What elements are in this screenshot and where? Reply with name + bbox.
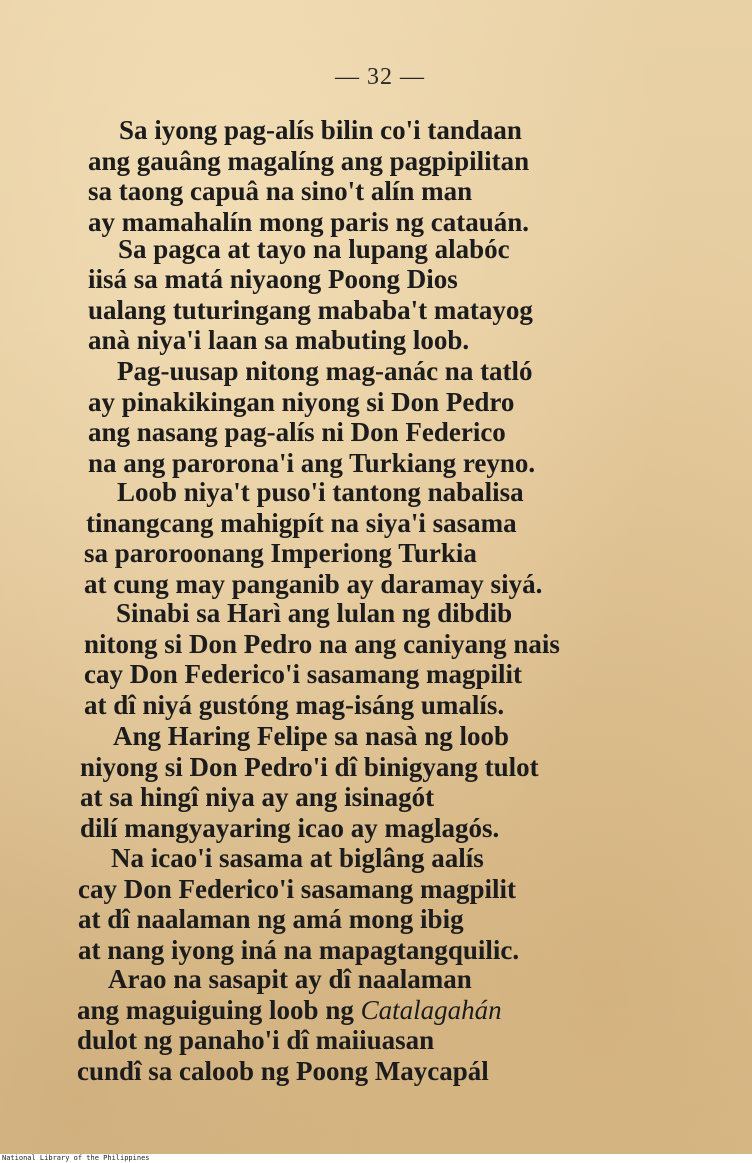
verse-line: nitong si Don Pedro na ang caniyang nais: [84, 629, 560, 659]
verse-line: dilí mangyayaring icao ay maglagós.: [80, 813, 500, 843]
verse-line: niyong si Don Pedro'i dî binigyang tulot: [80, 752, 539, 782]
verse-line: tinangcang mahigpít na siya'i sasama: [86, 508, 517, 538]
verse-line: cundî sa caloob ng Poong Maycapál: [77, 1056, 489, 1086]
verse-line: Pag-uusap nitong mag-anác na tatló: [117, 356, 533, 386]
verse-line: Ang Haring Felipe sa nasà ng loob: [113, 721, 510, 751]
verse-line: Sa iyong pag-alís bilin co'i tandaan: [119, 115, 522, 145]
verse-line: ang gauâng magalíng ang pagpipilitan: [88, 146, 530, 176]
verse-text: ang maguiguing loob ng: [77, 995, 361, 1025]
verse-line: sa paroroonang Imperiong Turkia: [84, 538, 477, 568]
verse-line: Na icao'i sasama at biglâng aalís: [111, 843, 484, 873]
verse-line: ay pinakikingan niyong si Don Pedro: [88, 387, 515, 417]
verse-line: na ang parorona'i ang Turkiang reyno.: [88, 448, 536, 478]
verse-line: [77, 995, 502, 1025]
verse-line: at cung may panganib ay daramay siyá.: [84, 569, 543, 599]
verse-line: iisá sa matá niyaong Poong Dios: [88, 264, 458, 294]
verse-line: Arao na sasapit ay dî naalaman: [108, 964, 472, 994]
verse-line: ang nasang pag-alís ni Don Federico: [88, 417, 506, 447]
verse-line: Loob niya't puso'i tantong nabalisa: [117, 477, 524, 507]
page-number: — 32 —: [335, 64, 425, 90]
verse-line: sa taong capuâ na sino't alín man: [88, 176, 473, 206]
verse-line: ualang tuturingang mababa't matayog: [88, 295, 533, 325]
verse-line: anà niya'i laan sa mabuting loob.: [88, 325, 470, 355]
verse-line: ay mamahalín mong paris ng catauán.: [88, 207, 530, 237]
footer-bar: [0, 1154, 752, 1163]
verse-line: dulot ng panaho'i dî maiiuasan: [77, 1025, 435, 1055]
verse-line: Sinabi sa Harì ang lulan ng dibdib: [116, 598, 513, 628]
verse-line: at dî naalaman ng amá mong ibig: [78, 904, 464, 934]
italic-word: Catalagahán: [360, 995, 502, 1025]
verse-line: at nang iyong iná na mapagtangquilic.: [78, 935, 520, 965]
verse-line: cay Don Federico'i sasamang magpilit: [84, 659, 522, 689]
verse-line: Sa pagca at tayo na lupang alabóc: [118, 234, 510, 264]
library-credit: National Library of the Philippines: [2, 1154, 150, 1162]
verse-line: at sa hingî niya ay ang isinagót: [80, 782, 435, 812]
verse-line: at dî niyá gustóng mag-isáng umalís.: [84, 690, 505, 720]
verse-line: cay Don Federico'i sasamang magpilit: [78, 874, 516, 904]
